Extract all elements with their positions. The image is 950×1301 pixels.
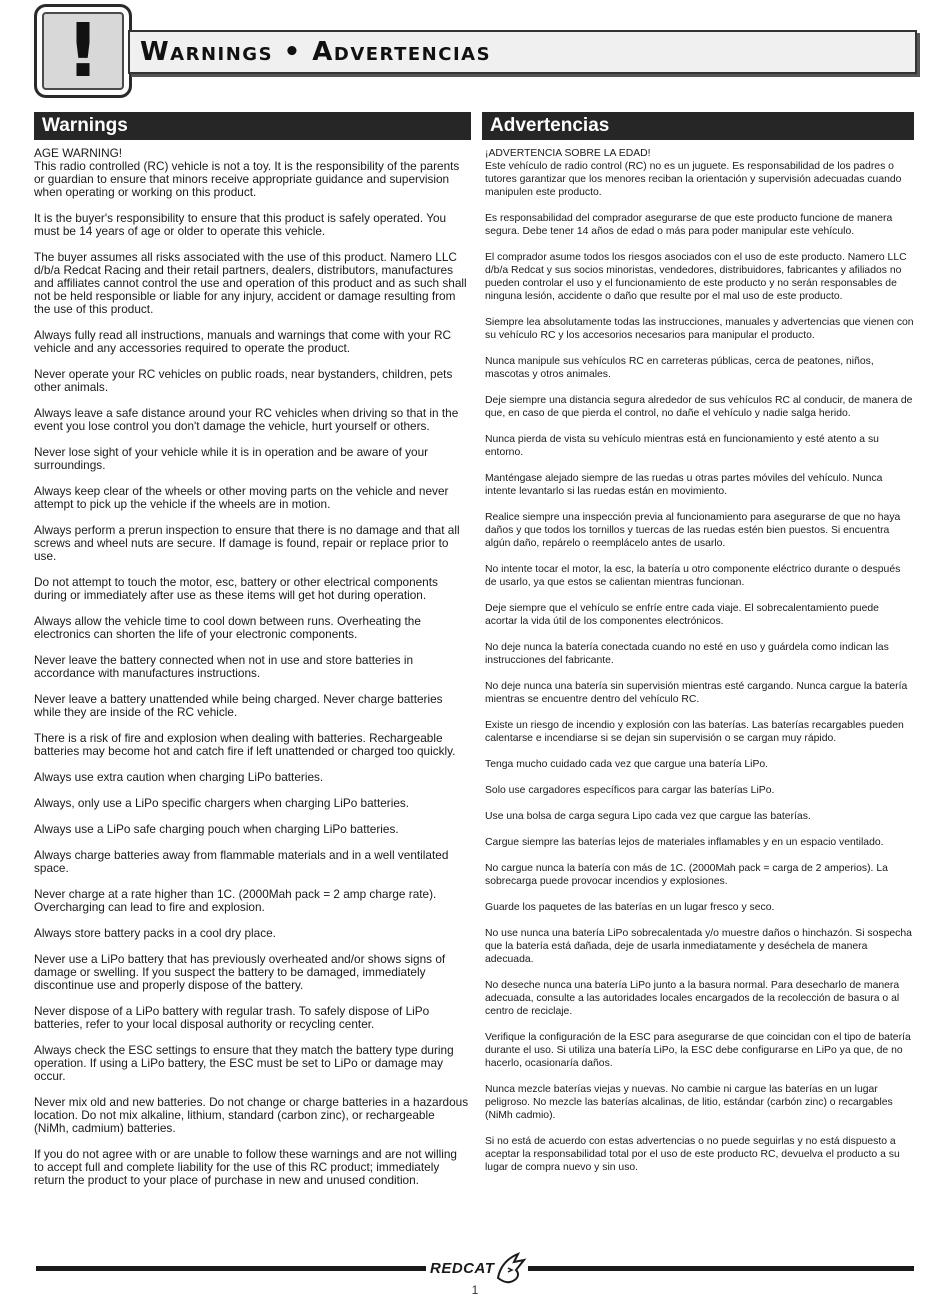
warning-icon [34,4,132,98]
paragraph: Tenga mucho cuidado cada vez que cargue una batería LiPo. [485,759,769,770]
paragraph: Always allow the vehicle time to cool down between runs. Overheating the electronics can shorten the life of your electronic components. [34,614,421,641]
section-heading-advertencias: Advertencias [482,112,914,140]
paragraph: If you do not agree with or are unable to follow these warnings and are not willing to accept full and complete liability for the use of this RC product; immediately return the product to your place of purchase in new and unused condition. [34,1147,457,1187]
advertencias-column [485,147,914,1187]
paragraph: Always use extra caution when charging LiPo batteries. [34,770,324,784]
page-number: 1 [471,1283,479,1297]
paragraph: AGE WARNING! This radio controlled (RC) vehicle is not a toy. It is the responsibility of the parents or guardian to ensure that minors receive appropriate guidance and supervision when operating or working on this product. [34,146,460,199]
paragraph: No deje nunca una batería sin supervisión mientras esté cargando. Nunca cargue la batería mientras se encuentre dentro del vehículo RC. [485,681,908,705]
title-bar [128,30,917,74]
paragraph: Never dispose of a LiPo battery with regular trash. To safely dispose of LiPo batteries, refer to your local disposal authority or recycling center. [34,1004,430,1031]
paragraph: Never leave a battery unattended while being charged. Never charge batteries while they are inside of the RC vehicle. [34,692,443,719]
paragraph: Guarde los paquetes de las baterías en un lugar fresco y seco. [485,902,775,913]
paragraph: No intente tocar el motor, la esc, la batería u otro componente eléctrico durante o después de usarlo, ya que estos se calientan mientras funcionan. [485,564,901,588]
paragraph: Realice siempre una inspección previa al funcionamiento para asegurarse de que no haya daños y que todos los tornillos y tuercas de las ruedas estén bien puestos. Si encuentra algún daño, repárelo o reemplácelo antes de usarlo. [485,512,901,549]
paragraph: Always leave a safe distance around your RC vehicles when driving so that in the event you lose control you don't damage the vehicle, hurt yourself or others. [34,406,459,433]
warnings-column [34,147,470,1200]
paragraph: Always store battery packs in a cool dry place. [34,926,276,940]
footer-rule-right [528,1266,914,1271]
exclamation-glyph: ! [66,8,100,94]
paragraph: Never operate your RC vehicles on public roads, near bystanders, children, pets other animals. [34,367,453,394]
paragraph: Cargue siempre las baterías lejos de materiales inflamables y en un espacio ventilado. [485,837,884,848]
paragraph: It is the buyer's responsibility to ensure that this product is safely operated. You must be 14 years of age or older to operate this vehicle. [34,211,447,238]
paragraph: Solo use cargadores específicos para cargar las baterías LiPo. [485,785,775,796]
paragraph: Siempre lea absolutamente todas las instrucciones, manuales y advertencias que vienen con su vehículo RC y los accesorios necesarios para manipular el producto. [485,317,914,341]
paragraph: El comprador asume todos los riesgos asociados con el uso de este producto. Namero LLC d/b/a Redcat y sus socios minoristas, vendedores, distribuidores, fabricantes y afiliados no pueden controlar el uso y el funcionamiento de este producto y no serán responsables de ninguna lesión, accidente o daño que resulte por el mal uso de este producto. [485,252,907,302]
paragraph: Deje siempre una distancia segura alrededor de sus vehículos RC al conducir, de manera de que, en caso de que pierda el control, no dañe el vehículo y nadie salga herido. [485,395,913,419]
paragraph: Deje siempre que el vehículo se enfríe entre cada viaje. El sobrecalentamiento puede acortar la vida útil de los componentes electrónicos. [485,603,879,627]
paragraph: No deseche nunca una batería LiPo junto a la basura normal. Para desecharlo de manera adecuada, consulte a las autoridades locales encargados de la recolección de basura o al centro de reciclaje. [485,980,900,1017]
paragraph: Es responsabilidad del comprador asegurarse de que este producto funcione de manera segura. Debe tener 14 años de edad o más para poder manipular este vehículo. [485,213,893,237]
paragraph: Always, only use a LiPo specific chargers when charging LiPo batteries. [34,796,410,810]
page-header [34,4,916,96]
paragraph: Always check the ESC settings to ensure that they match the battery type during operation. If using a LiPo battery, the ESC must be set to LiPo or damage may occur. [34,1043,454,1083]
redcat-logo [428,1248,528,1286]
paragraph: Always perform a prerun inspection to ensure that there is no damage and that all screws and wheel nuts are secure. If damage is found, repair or replace prior to use. [34,523,460,563]
paragraph: Nunca mezcle baterías viejas y nuevas. No cambie ni cargue las baterías en un lugar peligroso. No mezcle las baterías alcalinas, de litio, estándar (carbón zinc) o recargables (NiMh cadmio). [485,1084,893,1121]
paragraph: Never leave the battery connected when not in use and store batteries in accordance with manufactures instructions. [34,653,414,680]
paragraph: Use una bolsa de carga segura Lipo cada vez que cargue las baterías. [485,811,811,822]
footer-rule-left [36,1266,426,1271]
paragraph: Always use a LiPo safe charging pouch when charging LiPo batteries. [34,822,399,836]
paragraph: Nunca pierda de vista su vehículo mientras está en funcionamiento y esté atento a su entorno. [485,434,879,458]
paragraph: No cargue nunca la batería con más de 1C. (2000Mah pack = carga de 2 amperios). La sobrecarga puede provocar incendios y explosiones. [485,863,888,887]
paragraph: Always fully read all instructions, manuals and warnings that come with your RC vehicle and any accessories required to operate the product. [34,328,452,355]
paragraph: Do not attempt to touch the motor, esc, battery or other electrical components during or immediately after use as these items will get hot during operation. [34,575,438,602]
paragraph: There is a risk of fire and explosion when dealing with batteries. Rechargeable batteries may become hot and catch fire if left unattended or charged too quickly. [34,731,456,758]
paragraph: No use nunca una batería LiPo sobrecalentada y/o muestre daños o hinchazón. Si sospecha que la batería está dañada, deje de usarla inmediatamente y deséchela de manera adecuada. [485,928,912,965]
paragraph: Never use a LiPo battery that has previously overheated and/or shows signs of damage or swelling. If you suspect the battery to be damaged, immediately discontinue use and properly dispose of the battery. [34,952,446,992]
page-title: Warnings • Advertencias [140,37,492,67]
paragraph: Verifique la configuración de la ESC para asegurarse de que coincidan con el tipo de batería durante el uso. Si utiliza una batería LiPo, la ESC debe configurarse en LiPo ya que, de no hacerlo, ocasionaría daños. [485,1032,911,1069]
logo-text: REDCAT [430,1260,495,1277]
paragraph: Nunca manipule sus vehículos RC en carreteras públicas, cerca de peatones, niños, mascotas y otros animales. [485,356,874,380]
paragraph: Existe un riesgo de incendio y explosión con las baterías. Las baterías recargables pueden calentarse e incendiarse si se dejan sin supervisión o se cargan muy rápido. [485,720,904,744]
paragraph: Si no está de acuerdo con estas advertencias o no puede seguirlas y no está dispuesto a aceptar la responsabilidad total por el uso de este producto RC, devuelva el producto a su lugar de compra nuevo y sin uso. [485,1136,900,1173]
paragraph: Never mix old and new batteries. Do not change or charge batteries in a hazardous location. Do not mix alkaline, lithium, standard (carbon zinc), or rechargeable (NiMh, cadmium) batteries. [34,1095,469,1135]
paragraph: Never lose sight of your vehicle while it is in operation and be aware of your surroundings. [34,445,429,472]
paragraph: Never charge at a rate higher than 1C. (2000Mah pack = 2 amp charge rate). Overcharging can lead to fire and explosion. [34,887,437,914]
paragraph: Always keep clear of the wheels or other moving parts on the vehicle and never attempt to pick up the vehicle if the wheels are in motion. [34,484,449,511]
section-heading-warnings: Warnings [34,112,471,140]
paragraph: Manténgase alejado siempre de las ruedas u otras partes móviles del vehículo. Nunca intente levantarlo si las ruedas están en movimiento. [485,473,883,497]
paragraph: Always charge batteries away from flammable materials and in a well ventilated space. [34,848,449,875]
paragraph: No deje nunca la batería conectada cuando no esté en uso y guárdela como indican las instrucciones del fabricante. [485,642,889,666]
paragraph: ¡ADVERTENCIA SOBRE LA EDAD! Este vehículo de radio control (RC) no es un juguete. Es responsabilidad de los padres o tutores garantizar que los menores reciban la orientación y supervisión adecuadas cuando manipulen este producto. [485,148,902,198]
paragraph: The buyer assumes all risks associated with the use of this product. Namero LLC d/b/a Redcat Racing and their retail partners, dealers, distributors, manufactures and affiliates cannot control the use and operation of this product and as such shall not be held responsible or liable for any injury, accident or damage resulting from the use of this product. [34,250,467,316]
